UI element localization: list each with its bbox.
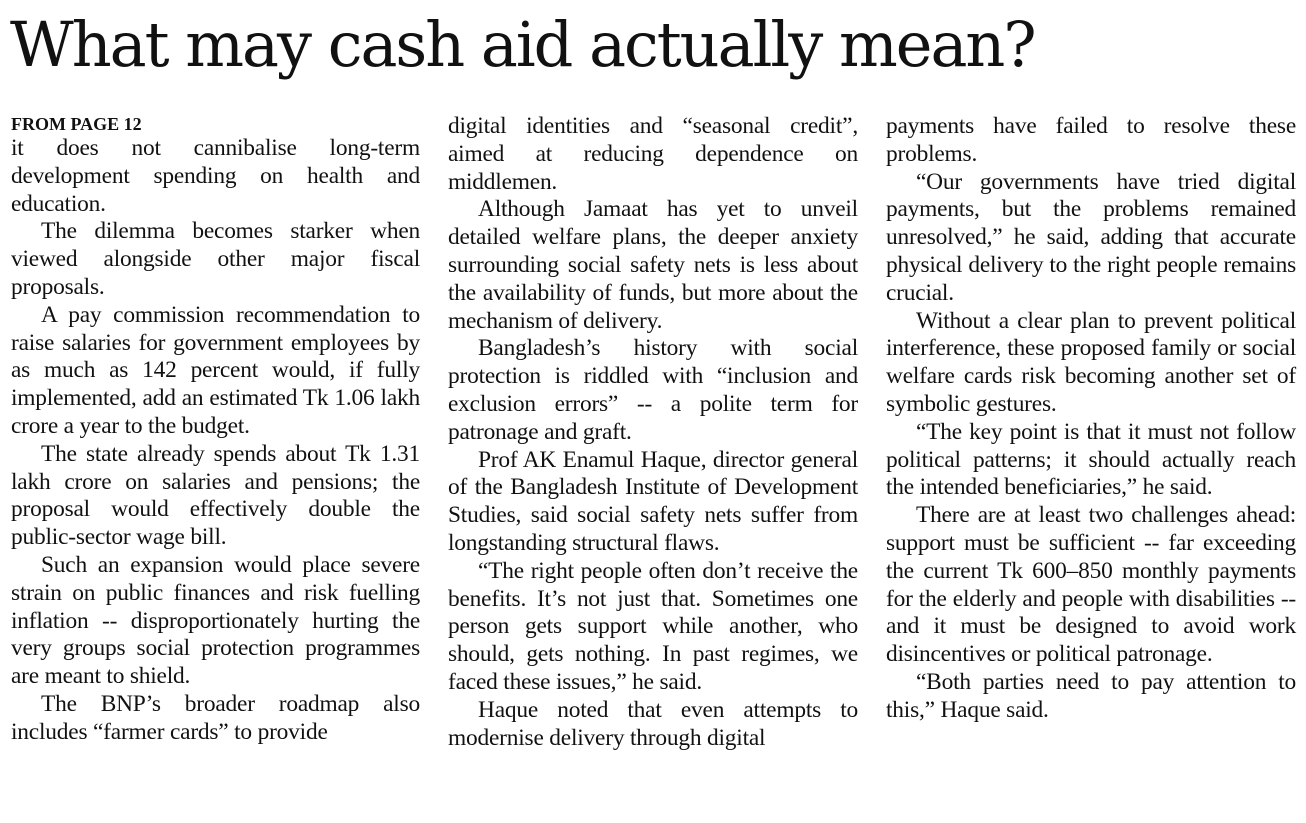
paragraph: The dilemma becomes starker when viewed alongside other major fiscal proposals.: [11, 218, 420, 300]
article-column-3: [886, 113, 1296, 725]
paragraph: A pay commission recommendation to raise salaries for government employees by as much as 142 percent would, if fully implemented, add an estimated Tk 1.06 lakh crore a year to the budget.: [11, 301, 420, 439]
paragraph: Such an expansion would place severe strain on public finances and risk fuelling inflation -- disproportionately hurting the very groups social protection programmes are meant to shield.: [11, 551, 420, 690]
paragraph: The state already spends about Tk 1.31 lakh crore on salaries and pensions; the proposal would effectively double the public-sector wage bill.: [11, 440, 420, 551]
paragraph: digital identities and “seasonal credit”, aimed at reducing dependence on middlemen.: [448, 113, 858, 195]
paragraph: it does not cannibalise long-term development spending on health and education.: [11, 135, 420, 217]
paragraph: Prof AK Enamul Haque, director general of the Bangladesh Institute of Development Studies, said social safety nets suffer from longstanding structural flaws.: [448, 446, 858, 556]
paragraph: “The right people often don’t receive the benefits. It’s not just that. Sometimes one person gets support while another, who should, gets nothing. In past regimes, we faced these issues,” he said.: [448, 557, 858, 695]
paragraph: Without a clear plan to prevent political interference, these proposed family or social welfare cards risk becoming another set of symbolic gestures.: [886, 307, 1296, 417]
paragraph: Bangladesh’s history with social protection is riddled with “inclusion and exclusion errors” -- a polite term for patronage and graft.: [448, 335, 858, 445]
kicker-from-page: FROM PAGE 12: [11, 114, 142, 134]
paragraph: “The key point is that it must not follow political patterns; it should actually reach the intended beneficiaries,” he said.: [886, 418, 1296, 501]
paragraph: payments have failed to resolve these problems.: [886, 113, 1296, 167]
paragraph: Although Jamaat has yet to unveil detailed welfare plans, the deeper anxiety surrounding social safety nets is less about the availability of funds, but more about the mechanism of delivery.: [448, 196, 858, 334]
headline: What may cash aid actually mean?: [10, 8, 1035, 81]
paragraph: “Both parties need to pay attention to this,” Haque said.: [886, 668, 1296, 723]
paragraph: “Our governments have tried digital payments, but the problems remained unresolved,” he said, adding that accurate physical delivery to the right people remains crucial.: [886, 168, 1296, 306]
paragraph: The BNP’s broader roadmap also includes “farmer cards” to provide: [11, 690, 420, 745]
article-column-1: [11, 113, 420, 747]
paragraph: Haque noted that even attempts to modernise delivery through digital: [448, 696, 858, 751]
article-column-2: [448, 113, 858, 752]
paragraph: There are at least two challenges ahead: support must be sufficient -- far exceeding the current Tk 600–850 monthly payments for the elderly and people with disabilities -- and it must be designed to avoid work disincentives or political patronage.: [886, 502, 1296, 668]
